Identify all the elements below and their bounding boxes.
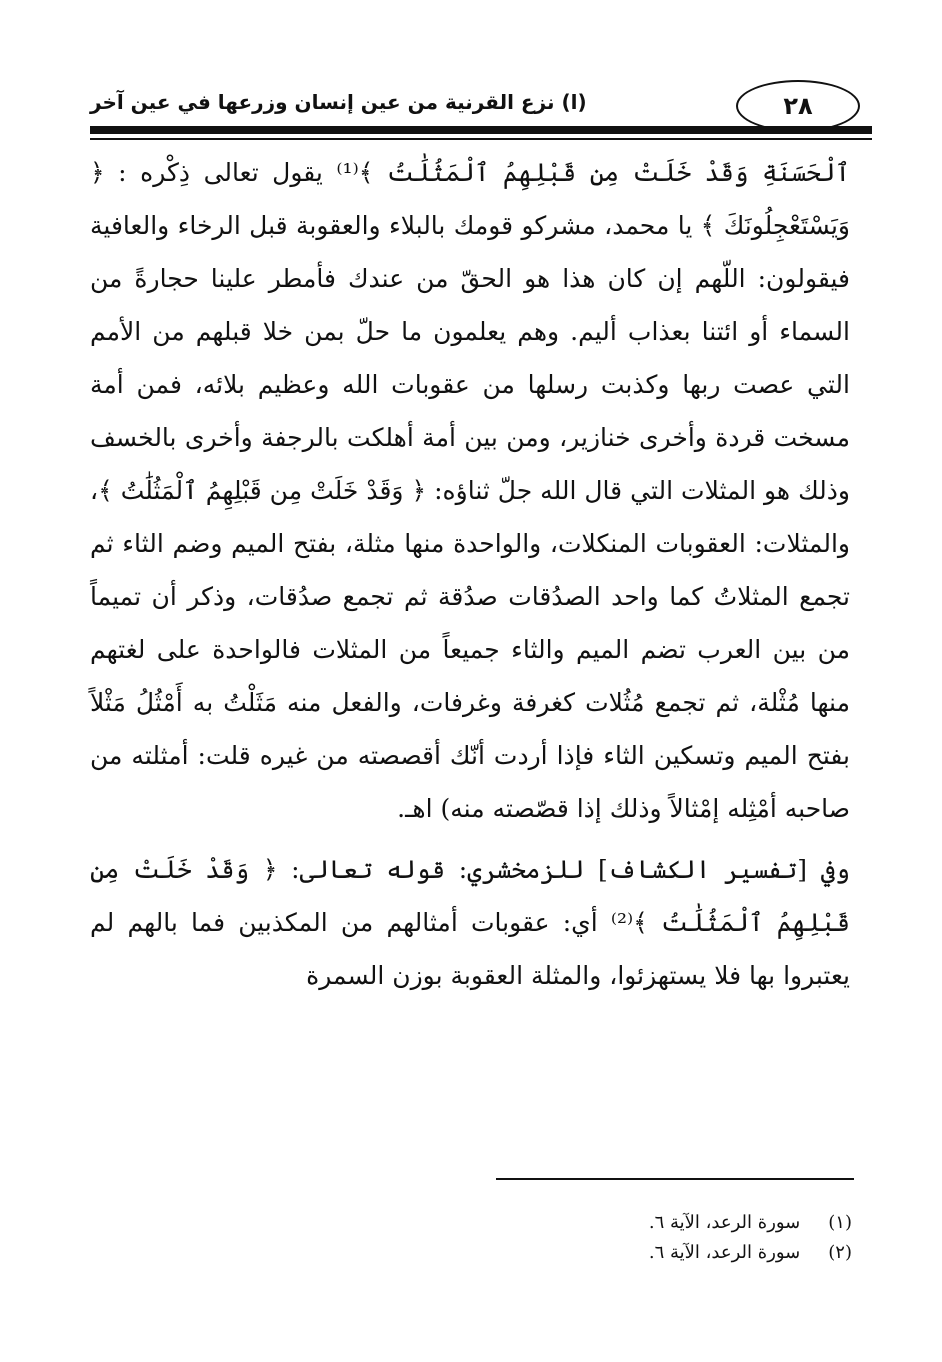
running-title: (ا) نزع القرنية من عين إنسان وزرعها في عين آخر [90, 90, 587, 114]
footnote-1 [90, 1208, 852, 1238]
page-header [90, 78, 872, 138]
footnote-2 [90, 1238, 852, 1268]
footnote-text: سورة الرعد، الآية ٦. [648, 1212, 801, 1233]
paragraph-2: وفي [تفسير الكشاف] للزمخشري: قوله تعالى: ﴿ وَقَدْ خَلَتْ مِن قَبْلِهِمُ ٱلْمَثُلَٰتُ ﴾⁽²⁾ أي: عقوبات أمثالهم من المكذبين فما بالهم لم يعتبروا بها فلا يستهزئوا، والمثلة العقوبة بوزن السمرة [90, 855, 851, 990]
footnotes [90, 1208, 852, 1268]
header-rule-thin [90, 138, 872, 140]
body-text [90, 146, 850, 1002]
footnote-text: سورة الرعد، الآية ٦. [648, 1242, 801, 1263]
footnote-rule [496, 1178, 854, 1180]
paragraph-1: ٱلْحَسَنَةِ وَقَدْ خَلَتْ مِن قَبْلِهِمُ ٱلْمَثُلَٰتُ ﴾⁽¹⁾ يقول تعالى ذِكْره : ﴿ وَيَسْتَعْجِلُونَكَ ﴾ يا محمد، مشركو قومك بالبلاء والعقوبة قبل الرخاء والعافية فيقولون: اللّهم إن كان هذا هو الحقّ من عندك فأمطر علينا حجارةً من السماء أو ائتنا بعذاب أليم. وهم يعلمون ما حلّ بمن خلا قبلهم من الأمم التي عصت ربها وكذبت رسلها من عقوبات الله وعظيم بلائه، فمن أمة مسخت قردة وأخرى خنازير، ومن بين أمة أهلكت بالرجفة وأخرى بالخسف وذلك هو المثلات التي قال الله جلّ ثناؤه: ﴿ وَقَدْ خَلَتْ مِن قَبْلِهِمُ ٱلْمَثُلَٰتُ ﴾، والمثلات: العقوبات المنكلات، والواحدة منها مثلة، بفتح الميم وضم الثاء ثم تجمع المثلاتُ كما واحد الصدُقات صدُقة ثم تجمع صدُقات، وذكر أن تميماً من بين العرب تضم الميم والثاء جميعاً من المثلات فالواحدة على لغتهم منها مُثْلة، ثم تجمع مُثُلات كغرفة وغرفات، والفعل منه مَثَلْتُ به أَمْثُلُ مَثْلاً بفتح الميم وتسكين الثاء فإذا أردت أنّك أقصصته من غيره قلت: أمثلته من صاحبه أمْثِله إمْثالاً وذلك إذا قصّصته منه) اهـ. [90, 158, 850, 823]
footnote-number: (١) [828, 1212, 852, 1233]
footnote-number: (٢) [828, 1242, 852, 1263]
header-rule-thick [90, 126, 872, 134]
page-number: ٢٨ [736, 80, 860, 132]
